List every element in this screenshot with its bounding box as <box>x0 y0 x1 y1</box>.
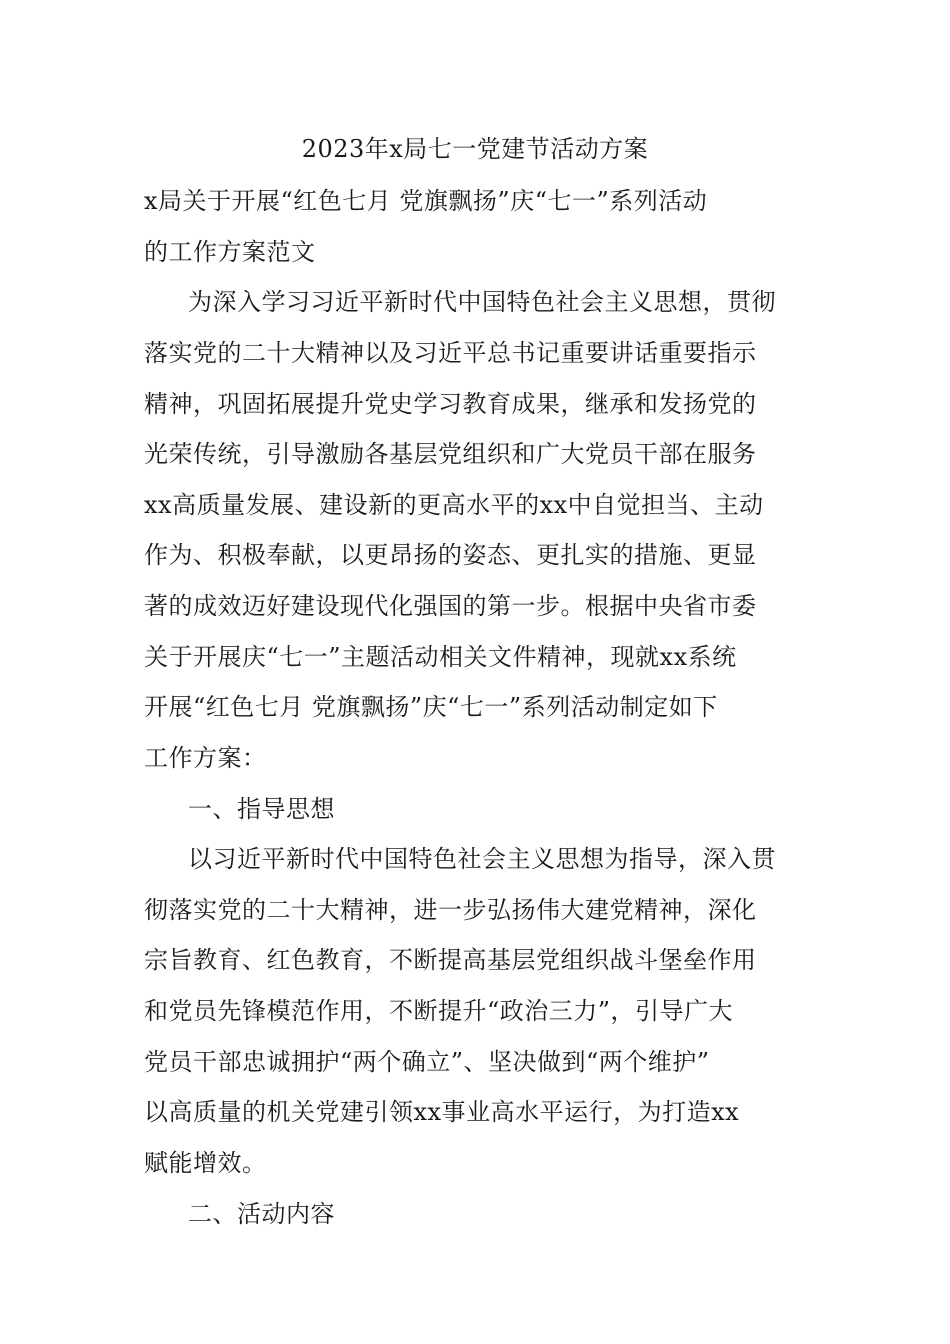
intro-line-7: 著的成效迈好建设现代化强国的第一步。根据中央省市委 <box>144 592 757 620</box>
section1-line-5: 党员干部忠诚拥护“两个确立”、坚决做到“两个维护” <box>144 1048 710 1076</box>
section1-line-4: 和党员先锋模范作用，不断提升“政治三力”，引导广大 <box>144 997 734 1025</box>
section1-line-1: 以习近平新时代中国特色社会主义思想为指导，深入贯 <box>188 845 776 873</box>
document-title: 2023年x局七一党建节活动方案 <box>301 135 649 163</box>
intro-line-5: xx高质量发展、建设新的更高水平的xx中自觉担当、主动 <box>144 491 764 519</box>
intro-line-10: 工作方案： <box>144 744 267 772</box>
section2-heading: 二、活动内容 <box>188 1200 335 1228</box>
intro-line-9: 开展“红色七月 党旗飘扬”庆“七一”系列活动制定如下 <box>144 693 718 721</box>
intro-line-2: 落实党的二十大精神以及习近平总书记重要讲话重要指示 <box>144 339 757 367</box>
section1-line-6: 以高质量的机关党建引领xx事业高水平运行，为打造xx <box>144 1098 740 1126</box>
subtitle-line-1: x局关于开展“红色七月 党旗飘扬”庆“七一”系列活动 <box>144 187 708 215</box>
intro-line-1: 为深入学习习近平新时代中国特色社会主义思想，贯彻 <box>188 288 776 316</box>
section1-line-3: 宗旨教育、红色教育，不断提高基层党组织战斗堡垒作用 <box>144 946 757 974</box>
intro-line-8: 关于开展庆“七一”主题活动相关文件精神，现就xx系统 <box>144 643 737 671</box>
intro-line-3: 精神，巩固拓展提升党史学习教育成果，继承和发扬党的 <box>144 390 757 418</box>
section1-heading: 一、指导思想 <box>188 795 335 823</box>
section1-line-7: 赋能增效。 <box>144 1149 267 1177</box>
section1-line-2: 彻落实党的二十大精神，进一步弘扬伟大建党精神，深化 <box>144 896 757 924</box>
intro-line-6: 作为、积极奉献，以更昂扬的姿态、更扎实的措施、更显 <box>144 541 757 569</box>
subtitle-line-2: 的工作方案范文 <box>144 238 316 266</box>
intro-line-4: 光荣传统，引导激励各基层党组织和广大党员干部在服务 <box>144 440 757 468</box>
